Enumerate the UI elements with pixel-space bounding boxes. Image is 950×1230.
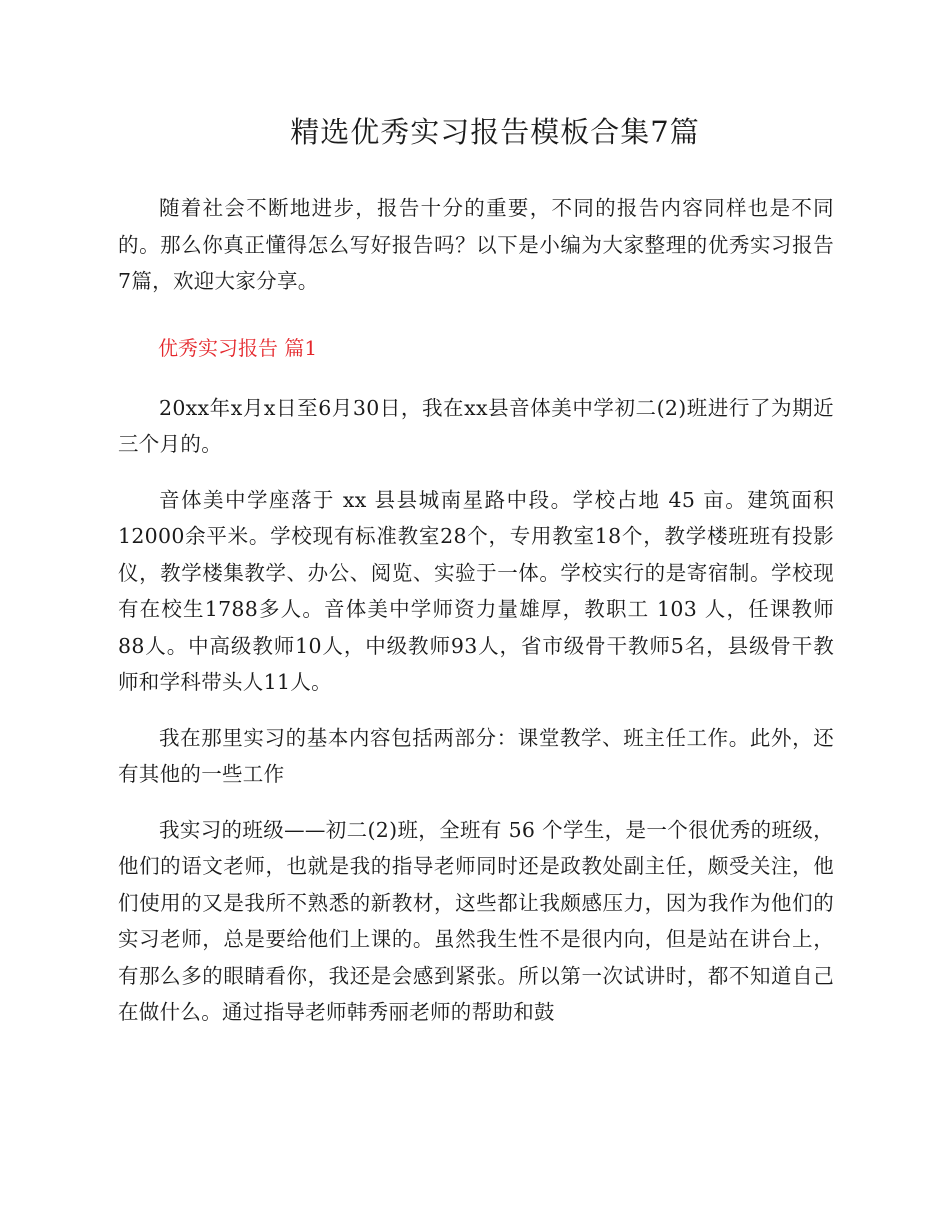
intro-paragraph: 随着社会不断地进步，报告十分的重要，不同的报告内容同样也是不同的。那么你真正懂得怎么写好报告吗？以下是小编为大家整理的优秀实习报告7篇，欢迎大家分享。 [118,196,834,293]
spacer [118,463,834,482]
document-title: 精选优秀实习报告模板合集7篇 [290,115,700,149]
spacer [118,701,834,720]
body-paragraph-3: 我在那里实习的基本内容包括两部分：课堂教学、班主任工作。此外，还有其他的一些工作 [118,725,834,786]
spacer [118,300,834,330]
spacer [118,793,834,812]
body-paragraph-2: 音体美中学座落于 xx 县县城南星路中段。学校占地 45 亩。建筑面积12000余平米。学校现有标准教室28个，专用教室18个，教学楼班班有投影仪，教学楼集教学、办公、阅览、实验于一体。学校实行的是寄宿制。学校现有在校生1788多人。音体美中学师资力量雄厚，教职工 103 人，任课教师88人。中高级教师10人，中级教师93人，省市级骨干教师5名，县级骨干教师和学科带头人11人。 [118,487,834,694]
body-paragraph-4: 我实习的班级——初二(2)班，全班有 56 个学生，是一个很优秀的班级，他们的语文老师，也就是我的指导老师同时还是政教处副主任，颇受关注，他们使用的又是我所不熟悉的新教材，这些都让我颇感压力，因为我作为他们的实习老师，总是要给他们上课的。虽然我生性不是很内向，但是站在讲台上，有那么多的眼睛看你，我还是会感到紧张。所以第一次试讲时，都不知道自己在做什么。通过指导老师韩秀丽老师的帮助和鼓 [118,817,834,1024]
document-body [118,190,834,1031]
section-heading: 优秀实习报告 篇1 [158,335,318,360]
body-paragraph-1: 20xx年x月x日至6月30日，我在xx县音体美中学初二(2)班进行了为期近三个月的。 [118,395,834,456]
spacer [118,366,834,390]
